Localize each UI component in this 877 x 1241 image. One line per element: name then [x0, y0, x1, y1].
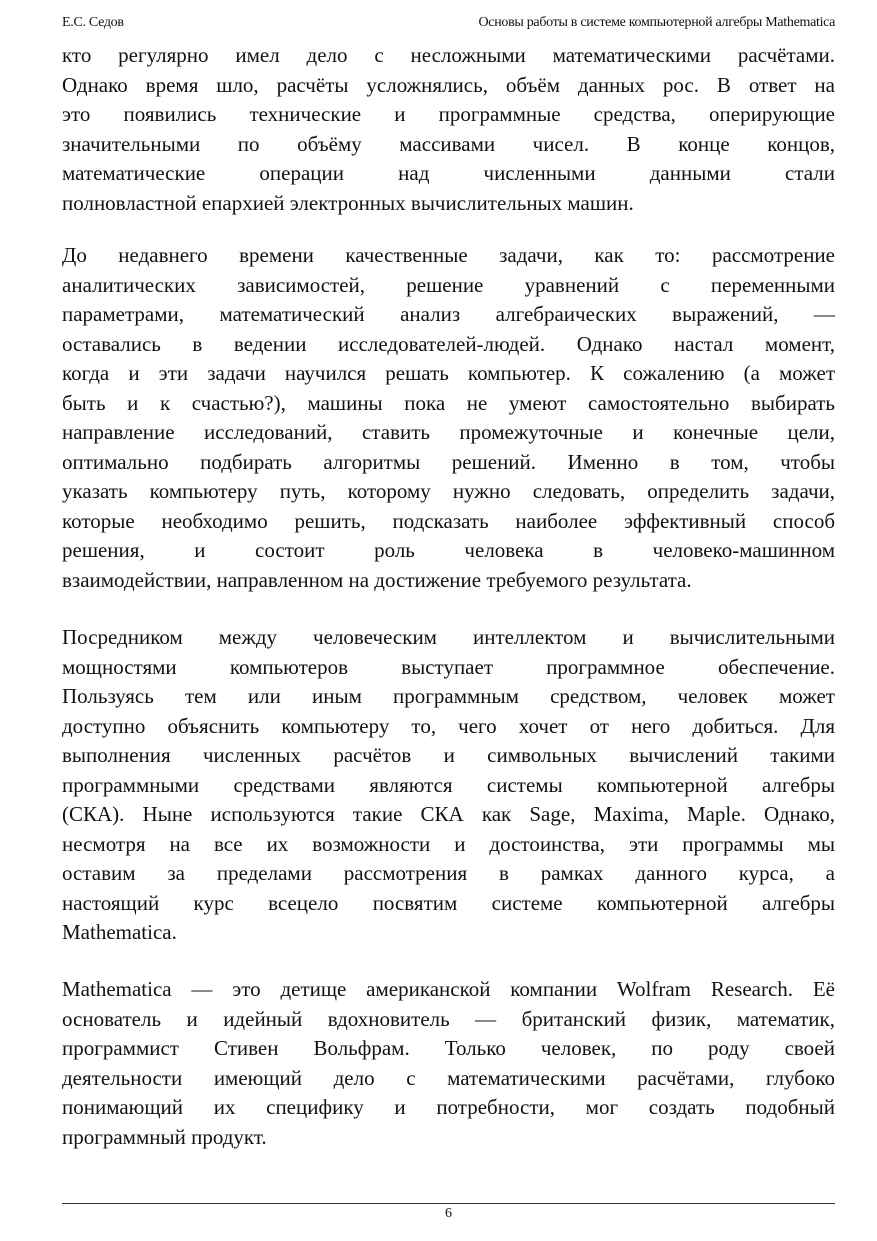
text-line: программный продукт. — [62, 1124, 267, 1149]
text-line: Пользуясь тем или иным программным средством, человек может — [62, 684, 835, 708]
text-line: полновластной епархией электронных вычислительных машин. — [62, 190, 634, 215]
text-line: Однако время шло, расчёты усложнялись, объём данных рос. В ответ на — [62, 72, 835, 97]
text-line: программист Стивен Вольфрам. Только человек, по роду своей — [62, 1036, 835, 1060]
text-line: понимающий их специфику и потребности, мог создать подобный — [62, 1095, 835, 1119]
text-line: когда и эти задачи научился решать компьютер. К сожалению (а может — [62, 361, 835, 385]
text-line: Mathematica — это детище американской компании Wolfram Research. Её — [62, 977, 835, 1001]
text-line: математические операции над численными данными стали — [62, 161, 835, 185]
text-line: доступно объяснить компьютеру то, чего хочет от него добиться. Для — [62, 713, 835, 738]
paragraph — [62, 623, 835, 948]
text-line: быть и к счастью?), машины пока не умеют самостоятельно выбирать — [62, 390, 835, 415]
text-line: (СКА). Ныне используются такие СКА как Sage, Maxima, Maple. Однако, — [62, 802, 835, 826]
page-number: 6 — [445, 1206, 452, 1221]
text-line: кто регулярно имел дело с несложными математическими расчётами. — [62, 43, 835, 67]
paragraph — [62, 41, 835, 218]
paragraph — [62, 241, 835, 595]
text-line: которые необходимо решить, подсказать наиболее эффективный способ — [62, 508, 835, 533]
text-line: настоящий курс всецело посвятим системе компьютерной алгебры — [62, 890, 835, 915]
text-line: выполнения численных расчётов и символьных вычислений такими — [62, 743, 835, 767]
paragraph — [62, 975, 835, 1152]
text-line: оставим за пределами рассмотрения в рамках данного курса, а — [62, 861, 835, 885]
text-line: До недавнего времени качественные задачи, как то: рассмотрение — [62, 243, 835, 267]
text-line: программными средствами являются системы компьютерной алгебры — [62, 772, 835, 797]
text-line: оставались в ведении исследователей-людей. Однако настал момент, — [62, 331, 835, 356]
text-line: основатель и идейный вдохновитель — британский физик, математик, — [62, 1006, 835, 1031]
footer-rule — [62, 1203, 835, 1204]
text-line: оптимально подбирать алгоритмы решений. Именно в том, чтобы — [62, 449, 835, 474]
text-line: несмотря на все их возможности и достоинства, эти программы мы — [62, 831, 835, 856]
text-line: указать компьютеру путь, которому нужно следовать, определить задачи, — [62, 479, 835, 503]
running-header-title: Основы работы в системе компьютерной алгебры Mathematica — [478, 15, 835, 30]
text-line: это появились технические и программные средства, оперирующие — [62, 102, 835, 126]
text-line: Посредником между человеческим интеллектом и вычислительными — [62, 625, 835, 649]
text-line: мощностями компьютеров выступает программное обеспечение. — [62, 654, 835, 679]
text-line: аналитических зависимостей, решение уравнений с переменными — [62, 272, 835, 297]
text-line: взаимодействии, направленном на достижение требуемого результата. — [62, 567, 692, 592]
text-line: значительными по объёму массивами чисел. В конце концов, — [62, 131, 835, 156]
text-line: решения, и состоит роль человека в человеко-машинном — [62, 538, 835, 562]
text-line: параметрами, математический анализ алгебраических выражений, — — [62, 302, 835, 326]
text-line: Mathematica. — [62, 920, 177, 944]
text-line: деятельности имеющий дело с математическими расчётами, глубоко — [62, 1065, 835, 1090]
running-header-author: Е.С. Седов — [62, 15, 124, 30]
text-line: направление исследований, ставить промежуточные и конечные цели, — [62, 420, 835, 444]
